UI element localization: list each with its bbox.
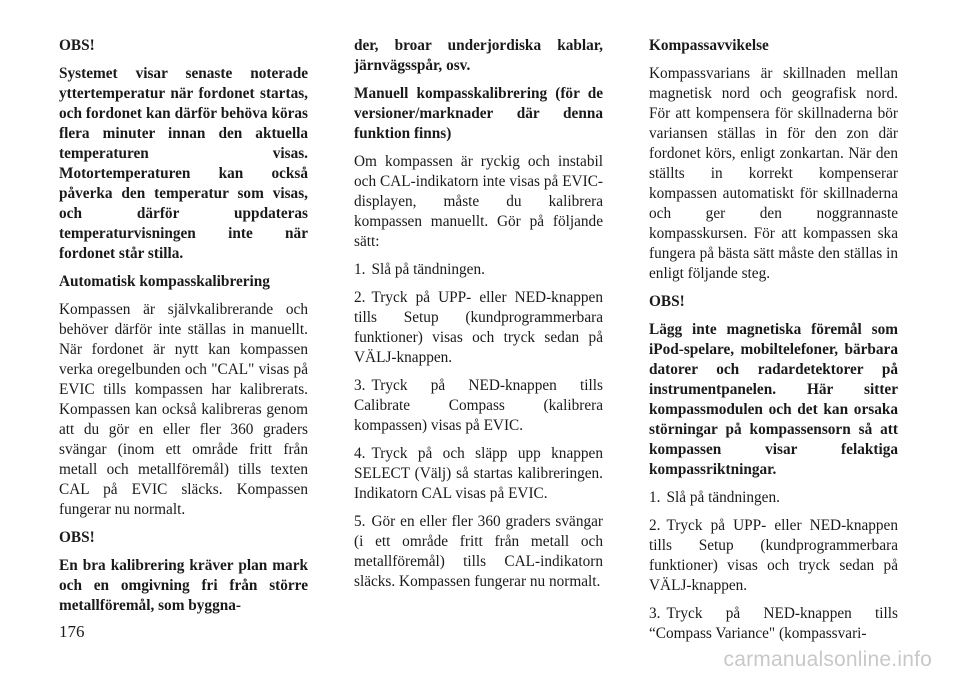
step-item: 5. Gör en eller fler 360 graders svängar (i ett område fritt från metall och metallföremål) tills CAL-indikatorn släcks. Kompassen fungerar nu normalt. <box>354 513 603 590</box>
step-item: 2. Tryck på UPP- eller NED-knappen tills Setup (kundprogrammerbara funktioner) visas och tryck sedan på VÄLJ-knappen. <box>354 289 603 366</box>
auto-calibration-body: Kompassen är självkalibrerande och behöver därför inte ställas in manuellt. När fordonet är nytt kan kompassen verka oregelbunden och "CAL" visas på EVIC tills kompassen har kalibrerats. Kompassen kan också kalibreras genom att du gör en eller fler 360 graders svängar (inom ett område fritt från metall och metallföremål) tills texten CAL på EVIC släcks. Kompassen fungerar nu normalt. <box>59 301 308 518</box>
column-3 <box>649 36 898 652</box>
step-item: 2. Tryck på UPP- eller NED-knappen tills Setup (kundprogrammerbara funktioner) visas och tryck sedan på VÄLJ-knappen. <box>649 517 898 594</box>
page-number: 176 <box>59 622 85 641</box>
obs-note-heading: OBS! <box>59 37 95 54</box>
warning-text: En bra kalibrering kräver plan mark och en omgivning fri från större metallföremål, som byggna- <box>59 557 308 614</box>
obs-note-heading: OBS! <box>649 293 685 310</box>
step-item: 1. Slå på tändningen. <box>354 261 485 278</box>
warning-text-continued: der, broar underjordiska kablar, järnvägsspår, osv. <box>354 37 603 74</box>
obs-note-heading: OBS! <box>59 529 95 546</box>
column-2 <box>354 36 603 600</box>
section-heading-compass-variance: Kompassavvikelse <box>649 37 769 54</box>
section-heading-manual-calibration: Manuell kompasskalibrering (för de versioner/marknader där denna funktion finns) <box>354 85 603 142</box>
warning-text: Systemet visar senaste noterade yttertemperatur när fordonet startas, och fordonet kan därför behöva köras flera minuter innan den aktuella temperaturen visas. Motortemperaturen kan också påverka den temperatur som visas, och därför uppdateras temperaturvisningen inte när fordonet står stilla. <box>59 65 308 262</box>
watermark: carmanualsonline.info <box>723 648 932 671</box>
column-1 <box>59 36 308 616</box>
step-item: 4. Tryck på och släpp upp knappen SELECT (Välj) så startas kalibreringen. Indikatorn CAL visas på EVIC. <box>354 445 603 502</box>
section-heading-auto-calibration: Automatisk kompasskalibrering <box>59 273 270 290</box>
compass-variance-body: Kompassvarians är skillnaden mellan magnetisk nord och geografisk nord. För att kompensera för skillnaderna bör variansen ställas in för den zon där fordonet körs, enligt zonkartan. När den ställts in korrekt kompenserar kompassen automatiskt för skillnaderna och ger den noggrannaste kompasskursen. För att kompassen ska fungera på bästa sätt måste den ställas in enligt följande steg. <box>649 65 898 282</box>
warning-text: Lägg inte magnetiska föremål som iPod-spelare, mobiltelefoner, bärbara datorer och radardetektorer på instrumentpanelen. Här sitter kompassmodulen och det kan orsaka störningar på kompassensorn så att kompassen visar felaktiga kompassriktningar. <box>649 321 898 478</box>
step-item: 3. Tryck på NED-knappen tills “Compass Variance" (kompassvari- <box>649 605 898 642</box>
manual-calibration-body: Om kompassen är ryckig och instabil och CAL-indikatorn inte visas på EVIC-displayen, måste du kalibrera kompassen manuellt. Gör på följande sätt: <box>354 153 603 250</box>
step-item: 3. Tryck på NED-knappen tills Calibrate Compass (kalibrera kompassen) visas på EVIC. <box>354 377 603 434</box>
step-item: 1. Slå på tändningen. <box>649 489 780 506</box>
